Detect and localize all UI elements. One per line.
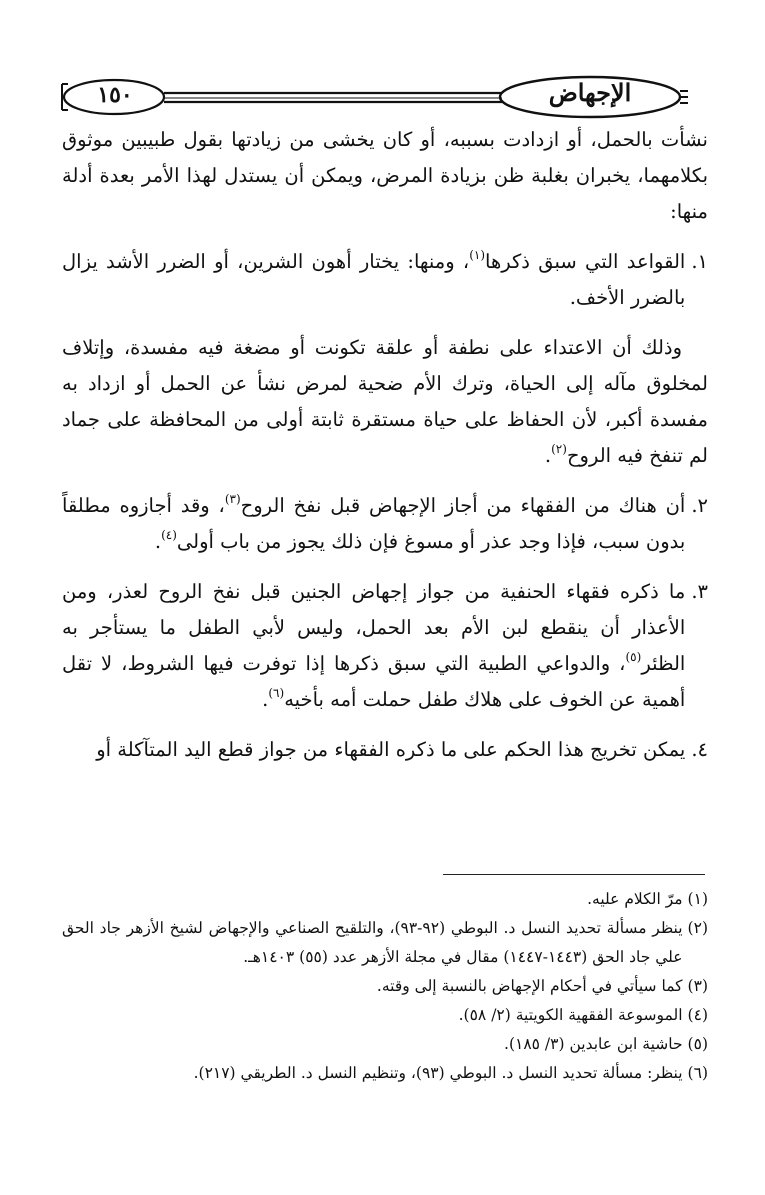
footnote-text: حاشية ابن عابدين (٣/ ١٨٥).	[504, 1035, 683, 1053]
list-item-text	[62, 488, 685, 560]
footnote-ref[interactable]: (٦)	[268, 685, 285, 700]
text-segment: القواعد التي سبق ذكرها	[485, 250, 686, 273]
list-item	[62, 244, 708, 316]
footnote-ref[interactable]: (١)	[469, 247, 486, 262]
footnote-text: ينظر مسألة تحديد النسل د. البوطي (٩٢-٩٣)، والتلقيح الصناعي والإجهاض لشيخ الأزهر جاد الحق علي جاد الحق (١٤٤٣-١٤٤٧) مقال في مجلة الأزهر عدد (٥٥) ١٤٠٣هـ.	[62, 919, 683, 966]
page-number: ١٥٠	[97, 82, 133, 108]
footnote-ref[interactable]: (٢)	[551, 441, 567, 456]
intro-paragraph: نشأت بالحمل، أو ازدادت بسببه، أو كان يخشى من زيادتها بقول طبيبين موثوق بكلامهما، يخبران بغلبة ظن بزيادة المرض، ويمكن أن يستدل لهذا الأمر بعدة أدلة منها:	[62, 128, 708, 223]
text-segment: ما ذكره فقهاء الحنفية من جواز إجهاض الجنين قبل نفخ الروح لعذر، ومن الأعذار أن ينقطع لبن الأم بعد الحمل، وليس لأبي الطفل ما يستأجر به الظئر	[62, 580, 686, 675]
list-item	[62, 574, 708, 718]
main-text	[62, 122, 708, 768]
explanation-paragraph	[62, 330, 708, 474]
footnote	[62, 914, 708, 972]
footnote-number: (٢)	[687, 919, 708, 937]
footnote-divider	[443, 874, 705, 875]
text-segment: وذلك أن الاعتداء على نطفة أو علقة تكونت أو مضغة فيه مفسدة، وإتلاف لمخلوق مآله إلى الحياة، وترك الأم ضحية لمرض نشأ عن الحمل أو ازداد به مفسدة أكبر، لأن الحفاظ على حياة مستقرة ثابتة أولى من المحافظة على جماد لم تنفخ فيه الروح	[62, 336, 708, 467]
list-item	[62, 488, 708, 560]
footnote-number: (٣)	[687, 977, 708, 995]
footnote	[62, 1030, 708, 1059]
page-header	[60, 72, 688, 122]
text-segment: أن هناك من الفقهاء من أجاز الإجهاض قبل نفخ الروح	[240, 494, 686, 517]
footnote-text: ينظر: مسألة تحديد النسل د. البوطي (٩٣)، وتنظيم النسل د. الطريقي (٢١٧).	[193, 1064, 683, 1082]
list-item-number: ٤.	[691, 738, 708, 761]
text-segment: ، وقد أجازوه مطلقاً بدون سبب، فإذا وجد عذر أو مسوغ فإن ذلك يجوز من باب أولى	[62, 494, 686, 553]
footnote	[62, 1059, 708, 1088]
list-item-text: يمكن تخريج هذا الحكم على ما ذكره الفقهاء من جواز قطع اليد المتآكلة أو	[96, 738, 686, 761]
footnote-ref[interactable]: (٣)	[224, 491, 241, 506]
footnote-text: مرّ الكلام عليه.	[587, 890, 683, 908]
chapter-title: الإجهاض	[548, 78, 632, 107]
footnote-ref[interactable]: (٤)	[161, 527, 177, 542]
list-item-number: ٣.	[691, 580, 708, 603]
text-segment: ، والدواعي الطبية التي سبق ذكرها إذا توفرت فيها الشروط، لا تقل أهمية عن الخوف على هلاك طفل حملت أمه بأخيه	[62, 652, 686, 711]
footnotes	[62, 885, 708, 1088]
text-segment: .	[154, 530, 162, 553]
footnote	[62, 972, 708, 1001]
footnote	[62, 885, 708, 914]
footnote-number: (١)	[687, 890, 708, 908]
footnote-ref[interactable]: (٥)	[625, 649, 642, 664]
list-item-number: ٢.	[691, 494, 708, 517]
list-item-text	[62, 244, 685, 316]
text-segment: .	[262, 688, 269, 711]
footnote-text: كما سيأتي في أحكام الإجهاض بالنسبة إلى وقته.	[376, 977, 683, 995]
footnote	[62, 1001, 708, 1030]
footnote-text: الموسوعة الفقهية الكويتية (٢/ ٥٨).	[458, 1006, 683, 1024]
footnote-number: (٦)	[687, 1064, 708, 1082]
list-item-number: ١.	[691, 250, 708, 273]
footnote-number: (٥)	[687, 1035, 708, 1053]
footnote-number: (٤)	[687, 1006, 708, 1024]
list-item	[62, 732, 708, 768]
list-item-text	[62, 574, 685, 718]
text-segment: ، ومنها: يختار أهون الشرين، أو الضرر الأشد يزال بالضرر الأخف.	[62, 250, 686, 309]
text-segment: .	[544, 444, 552, 467]
